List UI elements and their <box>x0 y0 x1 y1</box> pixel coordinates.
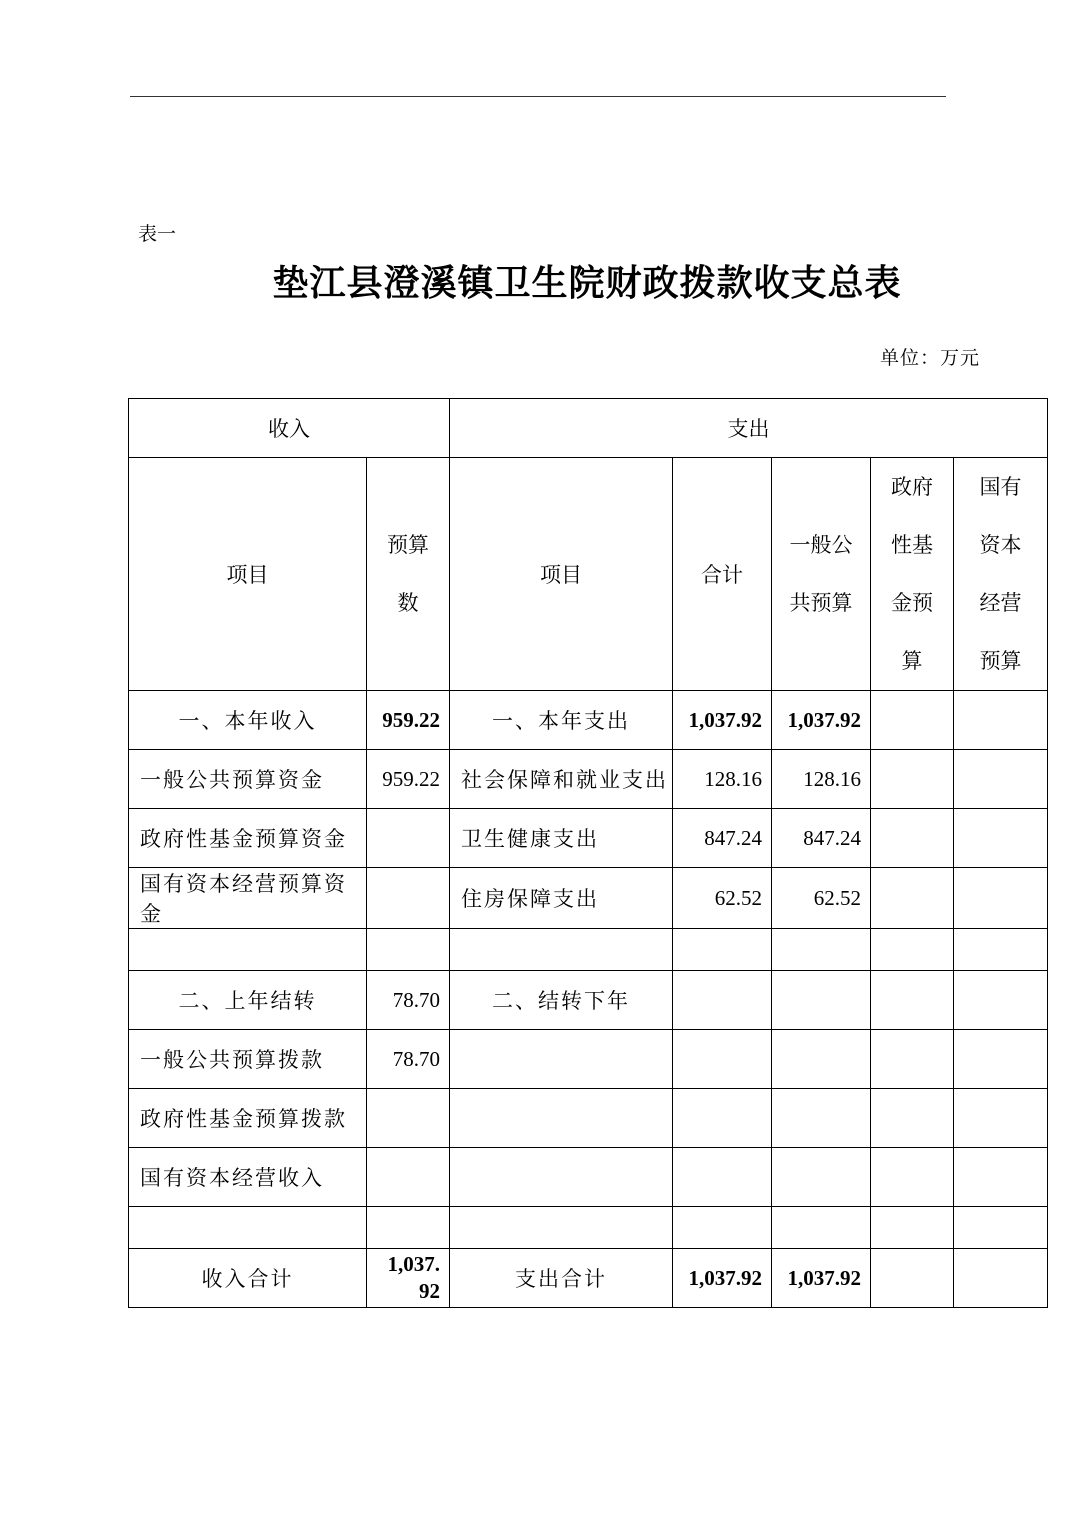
row-gov-fund <box>871 1207 954 1249</box>
row-general <box>772 1148 871 1207</box>
row-total: 847.24 <box>673 809 772 868</box>
row-gov-fund <box>871 1030 954 1089</box>
row-general <box>772 1089 871 1148</box>
row-state-capital <box>954 929 1048 971</box>
row-state-capital <box>954 1089 1048 1148</box>
unit-label: 单位：万元 <box>880 347 981 369</box>
row-gov-fund <box>871 691 954 750</box>
table-row <box>129 691 1048 750</box>
row-state-capital <box>954 691 1048 750</box>
row-state-capital <box>954 868 1048 929</box>
column-header-row <box>129 458 1048 691</box>
row-expense-item <box>450 1148 673 1207</box>
row-gov-fund <box>871 929 954 971</box>
row-total <box>673 1207 772 1249</box>
row-income-budget <box>367 1148 450 1207</box>
expense-total-label: 支出合计 <box>450 1249 673 1308</box>
document-title: 垫江县澄溪镇卫生院财政拨款收支总表 <box>272 262 902 304</box>
table-row <box>129 1030 1048 1089</box>
row-gov-fund <box>871 971 954 1030</box>
row-state-capital <box>954 750 1048 809</box>
col-income-budget: 预算 数 <box>367 458 450 691</box>
table-label: 表一 <box>138 223 177 245</box>
row-general <box>772 1030 871 1089</box>
row-income-budget <box>367 809 450 868</box>
row-expense-item <box>450 1207 673 1249</box>
expense-group-header: 支出 <box>450 399 1048 458</box>
table-row <box>129 809 1048 868</box>
col-state-capital-budget: 国有 资本 经营 预算 <box>954 458 1048 691</box>
row-income-item: 一般公共预算资金 <box>129 750 367 809</box>
row-total: 1,037.92 <box>673 691 772 750</box>
row-gov-fund <box>871 809 954 868</box>
row-state-capital <box>954 1207 1048 1249</box>
row-income-item: 一、本年收入 <box>129 691 367 750</box>
table-row <box>129 1148 1048 1207</box>
row-total <box>673 1030 772 1089</box>
row-income-budget: 959.22 <box>367 750 450 809</box>
row-total: 128.16 <box>673 750 772 809</box>
table-row <box>129 868 1048 929</box>
row-total <box>673 971 772 1030</box>
budget-table <box>128 398 1048 1308</box>
row-income-budget: 959.22 <box>367 691 450 750</box>
row-income-budget <box>367 868 450 929</box>
row-income-item <box>129 1207 367 1249</box>
row-income-item: 国有资本经营预算资金 <box>129 868 367 929</box>
income-total-label: 收入合计 <box>129 1249 367 1308</box>
row-general: 128.16 <box>772 750 871 809</box>
income-group-header: 收入 <box>129 399 450 458</box>
row-income-item: 政府性基金预算资金 <box>129 809 367 868</box>
expense-general-total: 1,037.92 <box>772 1249 871 1308</box>
expense-gov-fund-total <box>871 1249 954 1308</box>
row-expense-item: 住房保障支出 <box>450 868 673 929</box>
expense-state-capital-total <box>954 1249 1048 1308</box>
col-general-budget: 一般公 共预算 <box>772 458 871 691</box>
row-income-item <box>129 929 367 971</box>
row-general: 847.24 <box>772 809 871 868</box>
row-expense-item: 一、本年支出 <box>450 691 673 750</box>
row-income-budget: 78.70 <box>367 1030 450 1089</box>
col-total: 合计 <box>673 458 772 691</box>
row-state-capital <box>954 1030 1048 1089</box>
table-row <box>129 750 1048 809</box>
row-general <box>772 1207 871 1249</box>
row-income-item: 一般公共预算拨款 <box>129 1030 367 1089</box>
row-income-budget <box>367 1089 450 1148</box>
row-income-budget: 78.70 <box>367 971 450 1030</box>
row-expense-item <box>450 929 673 971</box>
row-expense-item: 二、结转下年 <box>450 971 673 1030</box>
row-expense-item <box>450 1030 673 1089</box>
row-state-capital <box>954 1148 1048 1207</box>
row-gov-fund <box>871 1148 954 1207</box>
table-row <box>129 1089 1048 1148</box>
income-total-value: 1,037. 92 <box>367 1249 450 1308</box>
row-total: 62.52 <box>673 868 772 929</box>
row-general: 62.52 <box>772 868 871 929</box>
row-gov-fund <box>871 1089 954 1148</box>
row-total <box>673 1148 772 1207</box>
row-expense-item: 卫生健康支出 <box>450 809 673 868</box>
row-total <box>673 1089 772 1148</box>
table-row <box>129 1207 1048 1249</box>
table-row <box>129 929 1048 971</box>
row-state-capital <box>954 809 1048 868</box>
row-expense-item: 社会保障和就业支出 <box>450 750 673 809</box>
table-row <box>129 971 1048 1030</box>
row-gov-fund <box>871 750 954 809</box>
col-income-item: 项目 <box>129 458 367 691</box>
group-header-row <box>129 399 1048 458</box>
col-gov-fund-budget: 政府 性基 金预 算 <box>871 458 954 691</box>
row-income-budget <box>367 1207 450 1249</box>
row-income-item: 国有资本经营收入 <box>129 1148 367 1207</box>
row-income-budget <box>367 929 450 971</box>
row-expense-item <box>450 1089 673 1148</box>
row-general <box>772 929 871 971</box>
totals-row <box>129 1249 1048 1308</box>
col-expense-item: 项目 <box>450 458 673 691</box>
header-rule <box>130 96 946 97</box>
row-income-item: 政府性基金预算拨款 <box>129 1089 367 1148</box>
row-general: 1,037.92 <box>772 691 871 750</box>
row-general <box>772 971 871 1030</box>
expense-total-value: 1,037.92 <box>673 1249 772 1308</box>
row-income-item: 二、上年结转 <box>129 971 367 1030</box>
row-total <box>673 929 772 971</box>
row-state-capital <box>954 971 1048 1030</box>
row-gov-fund <box>871 868 954 929</box>
